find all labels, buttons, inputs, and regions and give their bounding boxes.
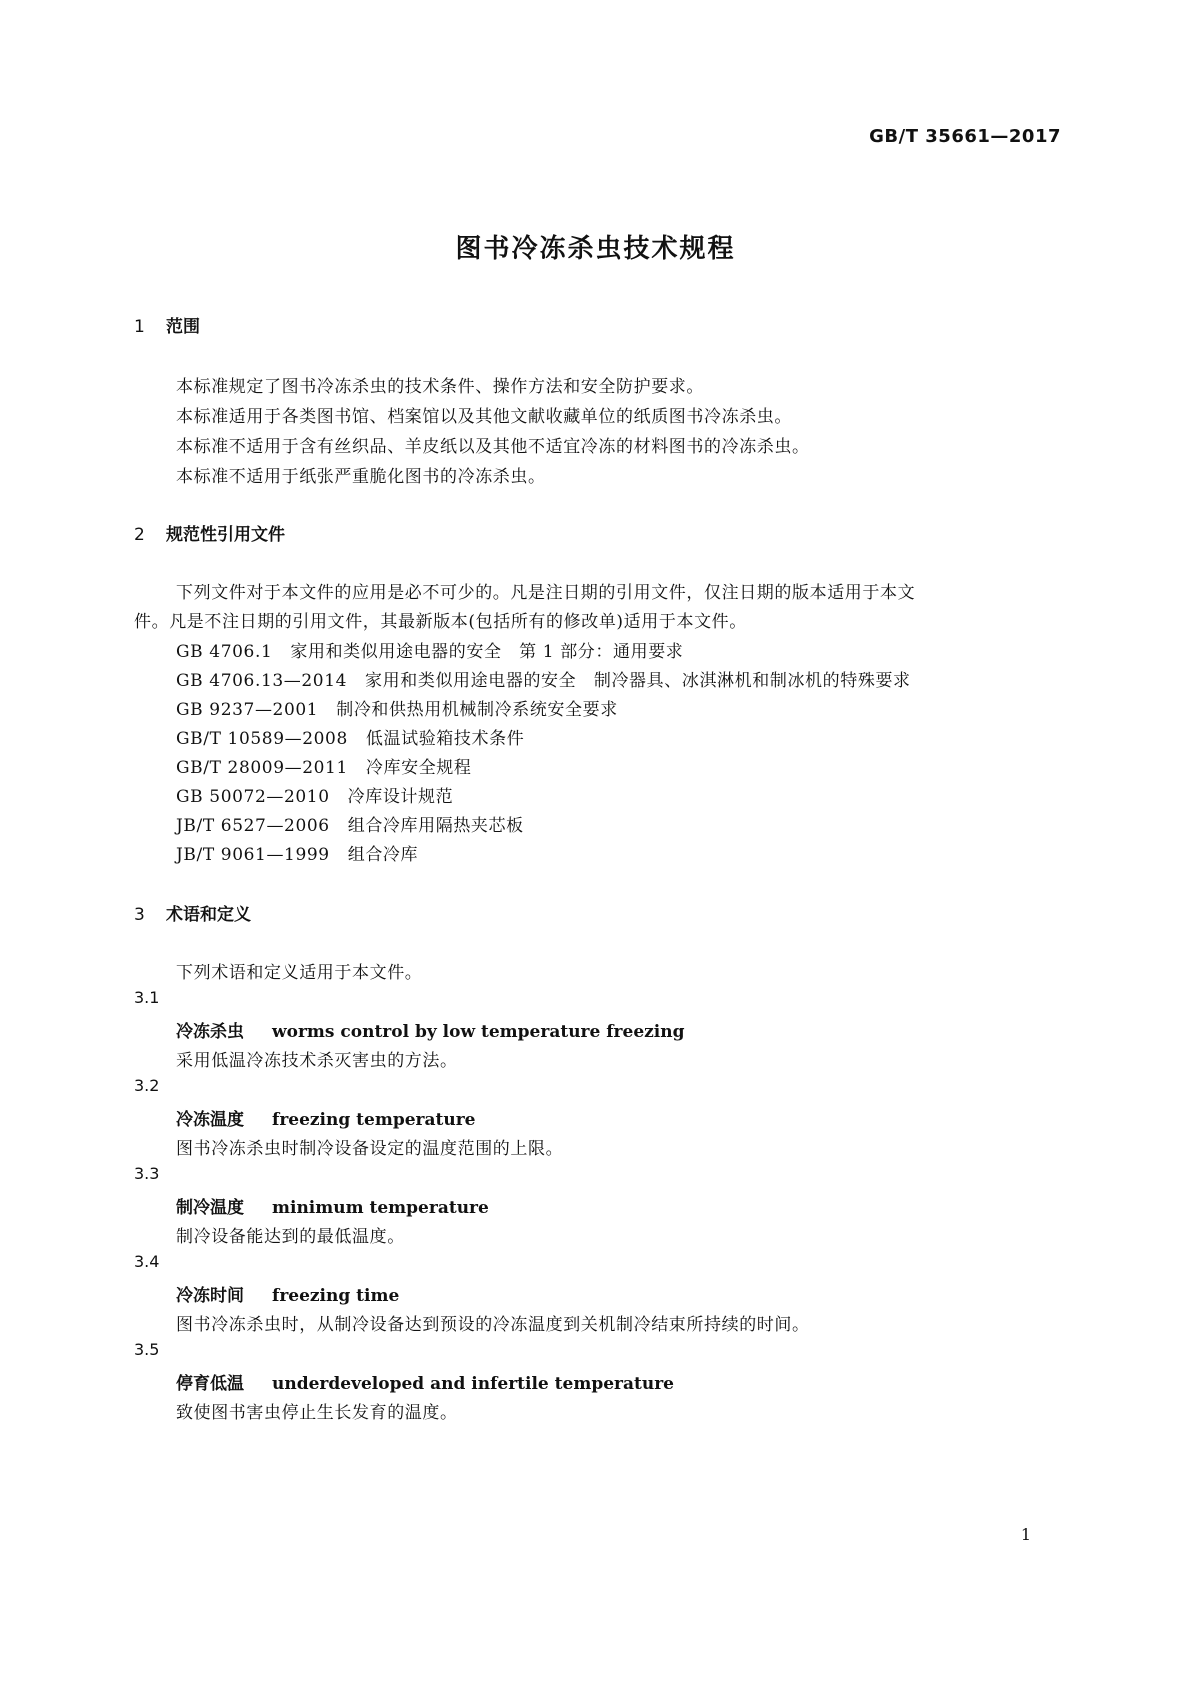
term-en: freezing time [272, 1286, 400, 1306]
reference-code: GB 9237—2001 [176, 700, 319, 720]
reference-code: GB/T 10589—2008 [176, 729, 348, 749]
reference-item [176, 782, 453, 807]
standard-code: GB/T 35661—2017 [869, 126, 1061, 147]
section-title: 术语和定义 [166, 905, 251, 925]
section-number: 2 [134, 525, 145, 545]
reference-title: 冷库安全规程 [365, 758, 472, 778]
reference-item [176, 753, 472, 778]
paragraph: 下列文件对于本文件的应用是必不可少的。凡是注日期的引用文件，仅注日期的版本适用于本文 [176, 583, 916, 603]
section-title: 规范性引用文件 [166, 525, 285, 545]
reference-code: JB/T 9061—1999 [176, 845, 330, 865]
reference-title: 组合冷库 [347, 845, 419, 865]
paragraph: 本标准规定了图书冷冻杀虫的技术条件、操作方法和安全防护要求。 [176, 377, 704, 397]
reference-item [176, 666, 911, 691]
reference-title: 低温试验箱技术条件 [365, 729, 525, 749]
term-definition: 图书冷冻杀虫时制冷设备设定的温度范围的上限。 [176, 1139, 564, 1159]
reference-title: 冷库设计规范 [347, 787, 454, 807]
reference-item [176, 840, 418, 865]
term-heading [176, 1105, 476, 1130]
reference-code: GB/T 28009—2011 [176, 758, 348, 778]
reference-title: 家用和类似用途电器的安全 制冷器具、冰淇淋机和制冰机的特殊要求 [365, 671, 911, 691]
term-number: 3.5 [134, 1340, 160, 1359]
term-heading [176, 1017, 685, 1042]
section-number: 1 [134, 317, 145, 337]
term-number: 3.2 [134, 1076, 160, 1095]
reference-title: 家用和类似用途电器的安全 第 1 部分：通用要求 [290, 642, 684, 662]
term-heading [176, 1281, 399, 1306]
reference-code: GB 50072—2010 [176, 787, 330, 807]
section-title: 范围 [166, 317, 200, 337]
term-zh: 冷冻杀虫 [176, 1022, 244, 1042]
reference-code: GB 4706.13—2014 [176, 671, 348, 691]
term-en: freezing temperature [272, 1110, 476, 1130]
reference-item [176, 695, 618, 720]
paragraph: 件。凡是不注日期的引用文件，其最新版本(包括所有的修改单)适用于本文件。 [134, 612, 747, 632]
page-number: 1 [1020, 1525, 1031, 1544]
term-definition: 图书冷冻杀虫时，从制冷设备达到预设的冷冻温度到关机制冷结束所持续的时间。 [176, 1315, 810, 1335]
paragraph: 本标准适用于各类图书馆、档案馆以及其他文献收藏单位的纸质图书冷冻杀虫。 [176, 407, 792, 427]
term-zh: 冷冻温度 [176, 1110, 244, 1130]
reference-title: 组合冷库用隔热夹芯板 [347, 816, 524, 836]
term-en: worms control by low temperature freezing [272, 1022, 685, 1042]
section-3-heading [134, 900, 251, 925]
term-zh: 制冷温度 [176, 1198, 244, 1218]
term-zh: 停育低温 [176, 1374, 244, 1394]
section-number: 3 [134, 905, 145, 925]
term-number: 3.1 [134, 988, 160, 1007]
section-1-heading [134, 312, 200, 337]
paragraph: 下列术语和定义适用于本文件。 [176, 963, 423, 983]
paragraph: 本标准不适用于含有丝织品、羊皮纸以及其他不适宜冷冻的材料图书的冷冻杀虫。 [176, 437, 810, 457]
term-definition: 致使图书害虫停止生长发育的温度。 [176, 1403, 458, 1423]
term-number: 3.4 [134, 1252, 160, 1271]
term-heading [176, 1193, 489, 1218]
reference-item [176, 811, 524, 836]
paragraph: 本标准不适用于纸张严重脆化图书的冷冻杀虫。 [176, 467, 546, 487]
term-en: minimum temperature [272, 1198, 489, 1218]
term-definition: 制冷设备能达到的最低温度。 [176, 1227, 405, 1247]
reference-code: GB 4706.1 [176, 642, 273, 662]
reference-title: 制冷和供热用机械制冷系统安全要求 [336, 700, 618, 720]
reference-item [176, 637, 683, 662]
section-2-heading [134, 520, 285, 545]
term-heading [176, 1369, 674, 1394]
term-en: underdeveloped and infertile temperature [272, 1374, 674, 1394]
term-number: 3.3 [134, 1164, 160, 1183]
document-title: 图书冷冻杀虫技术规程 [455, 234, 736, 264]
term-definition: 采用低温冷冻技术杀灭害虫的方法。 [176, 1051, 458, 1071]
reference-code: JB/T 6527—2006 [176, 816, 330, 836]
reference-item [176, 724, 524, 749]
term-zh: 冷冻时间 [176, 1286, 244, 1306]
